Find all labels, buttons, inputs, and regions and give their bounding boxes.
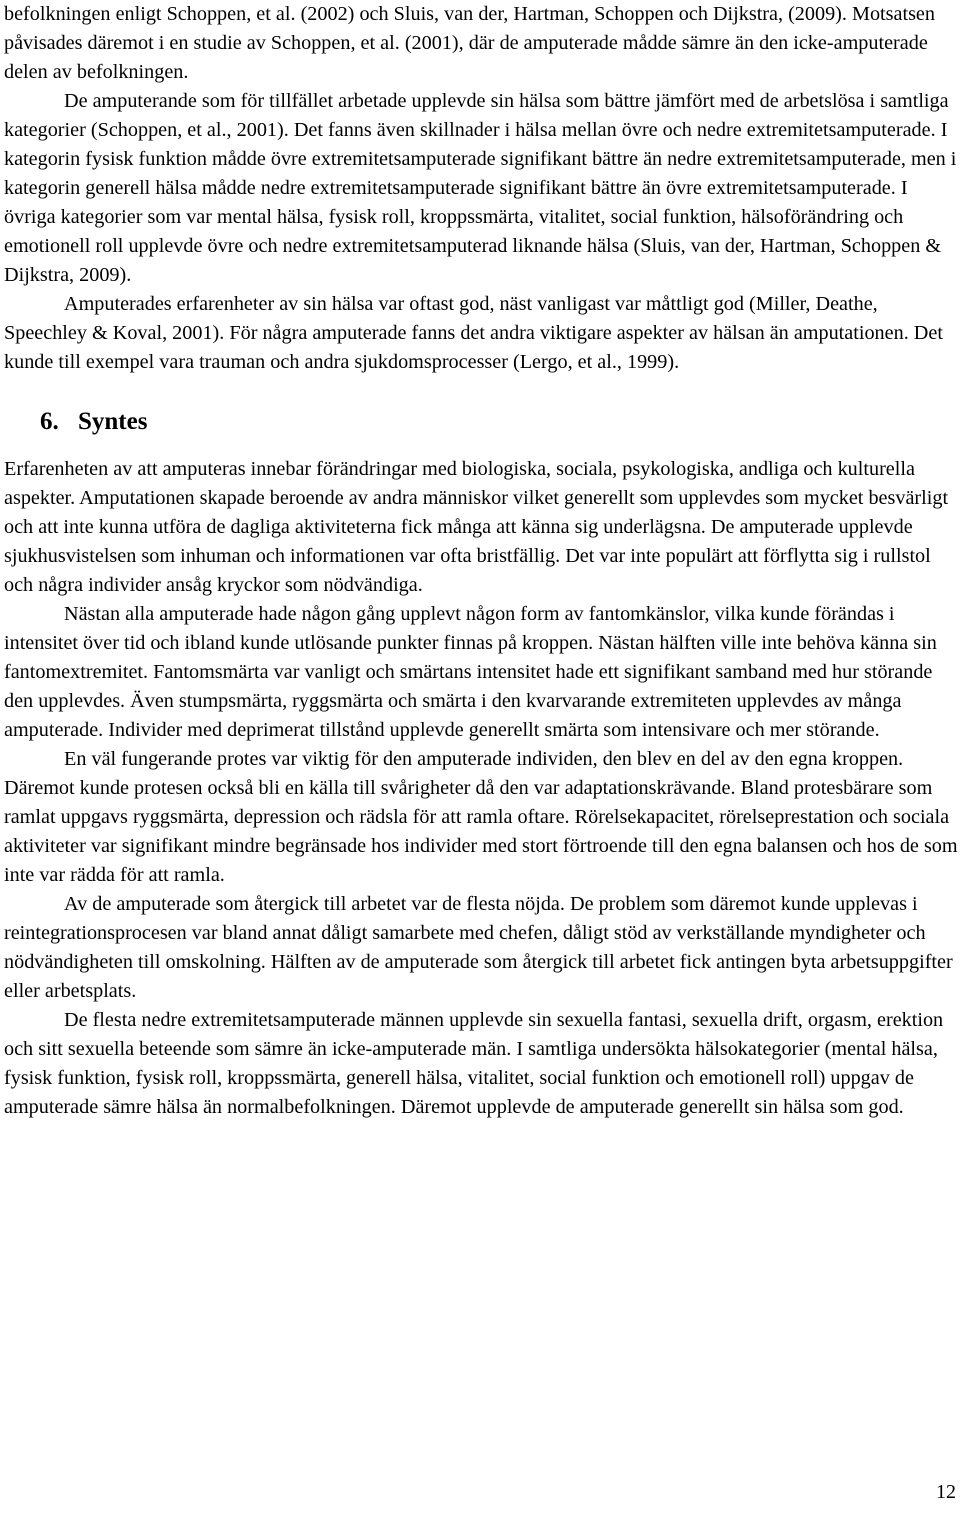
body-paragraph: Av de amputerade som återgick till arbetet var de flesta nöjda. De problem som däremot kunde upplevas i reintegrationsprocesen var bland annat dåligt samarbete med chefen, dåligt stöd av verkställande myndigheter och nödvändigheten till omskolning. Hälften av de amputerade som återgick till arbetet fick antingen byta arbetsuppgifter eller arbetsplats.	[4, 893, 953, 1002]
body-paragraph: De amputerande som för tillfället arbetade upplevde sin hälsa som bättre jämfört med de arbetslösa i samtliga kategorier (Schoppen, et al., 2001). Det fanns även skillnader i hälsa mellan övre och nedre extremitetsamputerade. I kategorin fysisk funktion mådde övre extremitetsamputerade signifikant bättre än nedre extremitetsamputerade, men i kategorin generell hälsa mådde nedre extremitetsamputerade signifikant bättre än övre extremitetsamputerade. I övriga kategorier som var mental hälsa, fysisk roll, kroppssmärta, vitalitet, social funktion, hälsoförändring och emotionell roll upplevde övre och nedre extremitetsamputerad liknande hälsa (Sluis, van der, Hartman, Schoppen & Dijkstra, 2009).	[4, 90, 957, 286]
page-number: 12	[936, 1481, 956, 1503]
section-heading	[4, 377, 958, 455]
body-paragraph: Amputerades erfarenheter av sin hälsa var oftast god, näst vanligast var måttligt god (Miller, Deathe, Speechley & Koval, 2001). För några amputerade fanns det andra viktigare aspekter av hälsan än amputationen. Det kunde till exempel vara trauman och andra sjukdomsprocesser (Lergo, et al., 1999).	[4, 293, 943, 373]
body-paragraph: Nästan alla amputerade hade någon gång upplevt någon form av fantomkänslor, vilka kunde förändas i intensitet över tid och ibland kunde utlösande punkter finnas på kroppen. Nästan hälften ville inte behöva känna sin fantomextremitet. Fantomsmärta var vanligt och smärtans intensitet hade ett signifikant samband med hur störande den upplevdes. Även stumpsmärta, ryggsmärta och smärta i den kvarvarande extremiteten upplevdes av många amputerade. Individer med deprimerat tillstånd upplevde generellt smärta som intensivare och mer störande.	[4, 603, 937, 741]
section-title: Syntes	[78, 408, 148, 435]
body-paragraph: En väl fungerande protes var viktig för den amputerade individen, den blev en del av den egna kroppen. Däremot kunde protesen också bli en källa till svårigheter då den var adaptationskrävande. Bland protesbärare som ramlat uppgavs ryggsmärta, depression och rädsla för att ramla oftare. Rörelsekapacitet, rörelseprestation och sociala aktiviteter var signifikant mindre begränsade hos individer med stort förtroende till den egna balansen och hos de som inte var rädda för att ramla.	[4, 748, 958, 886]
section-number: 6.	[40, 408, 59, 435]
body-paragraph: De flesta nedre extremitetsamputerade männen upplevde sin sexuella fantasi, sexuella drift, orgasm, erektion och sitt sexuella beteende som sämre än icke-amputerade män. I samtliga undersökta hälsokategorier (mental hälsa, fysisk funktion, fysisk roll, kroppssmärta, generell hälsa, vitalitet, social funktion och emotionell roll) uppgav de amputerade sämre hälsa än normalbefolkningen. Däremot upplevde de amputerade generellt sin hälsa som god.	[4, 1009, 944, 1118]
body-paragraph: befolkningen enligt Schoppen, et al. (2002) och Sluis, van der, Hartman, Schoppen och Dijkstra, (2009). Motsatsen påvisades däremot i en studie av Schoppen, et al. (2001), där de amputerade mådde sämre än den icke-amputerade delen av befolkningen.	[4, 3, 935, 83]
document-page	[4, 0, 958, 1122]
body-paragraph: Erfarenheten av att amputeras innebar förändringar med biologiska, sociala, psykologiska, andliga och kulturella aspekter. Amputationen skapade beroende av andra människor vilket generellt som upplevdes som mycket besvärligt och att inte kunna utföra de dagliga aktiviteterna fick många att känna sig underlägsna. De amputerade upplevde sjukhusvistelsen som inhuman och informationen var ofta bristfällig. Det var inte populärt att förflytta sig i rullstol och några individer ansåg kryckor som nödvändiga.	[4, 458, 949, 596]
